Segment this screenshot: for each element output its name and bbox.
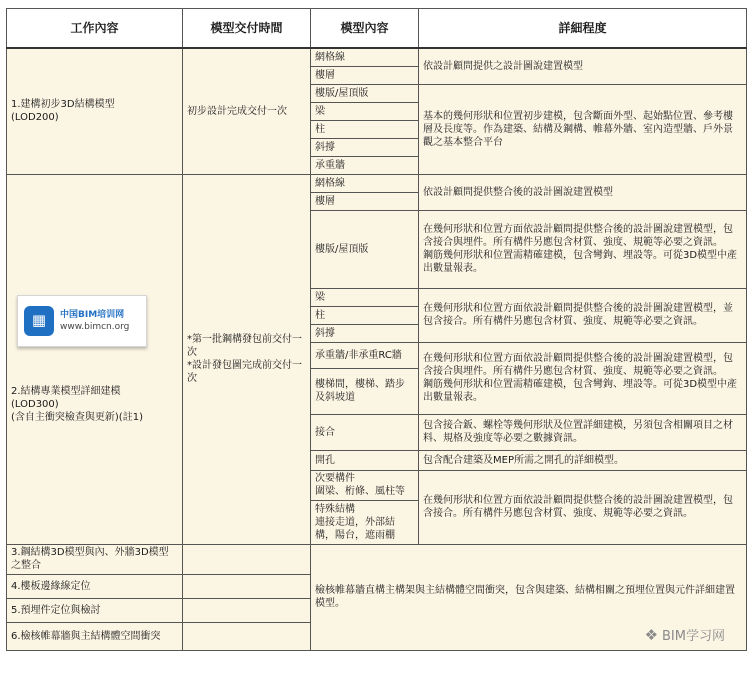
detail-cell: 在幾何形狀和位置方面依設計顧問提供整合後的設計圖說建置模型，包含接合與埋件。所有構件另應包含材質、強度、規範等必要之資訊。 鋼筋幾何形狀和位置需精確建模，包含彎鉤、埋設等。可從3D模型中產出數量報表。	[419, 210, 747, 288]
header-milestone: 模型交付時間	[183, 9, 311, 49]
item-cell: 樓版/屋頂版	[311, 210, 419, 288]
bim-cube-icon: ▦	[24, 306, 54, 336]
wechat-icon: ❖	[644, 625, 659, 644]
work-cell: 4.樓板邊緣線定位	[7, 574, 183, 598]
item-cell: 斜撐	[311, 138, 419, 156]
table-row	[7, 48, 747, 66]
item-cell: 樓版/屋頂版	[311, 84, 419, 102]
work-text: 2.結構專業模型詳細建模 (LOD300) (含自主衝突檢查與更新)(註1)	[11, 385, 143, 423]
item-cell: 網格線	[311, 48, 419, 66]
work-cell: 5.預埋件定位與檢討	[7, 598, 183, 622]
logo-url: www.bimcn.org	[60, 321, 130, 332]
item-cell: 樓梯間，樓梯、踏步及斜坡道	[311, 368, 419, 414]
item-cell: 承重牆	[311, 156, 419, 174]
item-cell: 梁	[311, 102, 419, 120]
detail-cell: 在幾何形狀和位置方面依設計顧問提供整合後的設計圖說建置模型，包含接合。所有構件另應包含材質、強度、規範等必要之資訊。	[419, 470, 747, 544]
work-cell	[7, 174, 183, 544]
logo-title: 中国BIM培训网	[60, 309, 125, 320]
header-row	[7, 9, 747, 49]
item-cell: 承重牆/非承重RC牆	[311, 342, 419, 368]
milestone-cell: *第一批鋼構發包前交付一次 *設計發包圖完成前交付一次	[183, 174, 311, 544]
item-cell: 接合	[311, 414, 419, 450]
work-cell: 3.鋼結構3D模型與內、外牆3D模型之整合	[7, 544, 183, 574]
item-cell: 樓層	[311, 192, 419, 210]
item-cell: 網格線	[311, 174, 419, 192]
detail-cell: 基本的幾何形狀和位置初步建模，包含斷面外型、起始點位置、參考樓層及長度等。作為建築、結構及鋼構、帷幕外牆、室內造型牆、戶外景觀之基本整合平台	[419, 84, 747, 174]
table-row	[7, 174, 747, 192]
detail-cell: 包含配合建築及MEP所需之開孔的詳細模型。	[419, 450, 747, 470]
item-cell: 特殊結構 連接走道，外部結構，陽台，遮雨棚	[311, 500, 419, 544]
item-cell: 開孔	[311, 450, 419, 470]
detail-cell: 依設計顧問提供整合後的設計圖說建置模型	[419, 174, 747, 210]
detail-cell: 在幾何形狀和位置方面依設計顧問提供整合後的設計圖說建置模型，包含接合與埋件。所有構件另應包含材質、強度、規範等必要之資訊。 鋼筋幾何形狀和位置需精確建模，包含彎鉤、埋設等。可從3D模型中產出數量報表。	[419, 342, 747, 414]
watermark-text: BIM学习网	[662, 629, 725, 644]
header-content: 模型內容	[311, 9, 419, 49]
item-cell: 梁	[311, 288, 419, 306]
item-cell: 柱	[311, 306, 419, 324]
watermark	[645, 625, 725, 644]
detail-cell: 包含接合鈑、螺栓等幾何形狀及位置詳細建模，另須包含相關項目之材料、規格及強度等必要之數據資訊。	[419, 414, 747, 450]
milestone-cell	[183, 598, 311, 622]
item-cell: 樓層	[311, 66, 419, 84]
bimcn-logo	[17, 295, 147, 347]
detail-cell: 依設計顧問提供之設計圖說建置模型	[419, 48, 747, 84]
milestone-cell	[183, 622, 311, 650]
item-cell: 斜撐	[311, 324, 419, 342]
work-cell: 6.檢核帷幕牆與主結構體空間衝突	[7, 622, 183, 650]
milestone-cell	[183, 544, 311, 574]
milestone-cell: 初步設計完成交付一次	[183, 48, 311, 174]
lod-spec-table	[6, 8, 747, 651]
header-detail: 詳細程度	[419, 9, 747, 49]
work-cell: 1.建構初步3D結構模型 (LOD200)	[7, 48, 183, 174]
item-cell: 次要構件 圍梁、桁條、風柱等	[311, 470, 419, 500]
detail-cell: 檢核帷幕牆直構主構架與主結構體空間衝突，包含與建築、結構相關之預埋位置與元件詳細建置模型。	[311, 544, 747, 650]
table-row	[7, 544, 747, 574]
item-cell: 柱	[311, 120, 419, 138]
milestone-cell	[183, 574, 311, 598]
detail-cell: 在幾何形狀和位置方面依設計顧問提供整合後的設計圖說建置模型，並包含接合。所有構件另應包含材質、強度、規範等必要之資訊。	[419, 288, 747, 342]
header-work: 工作內容	[7, 9, 183, 49]
